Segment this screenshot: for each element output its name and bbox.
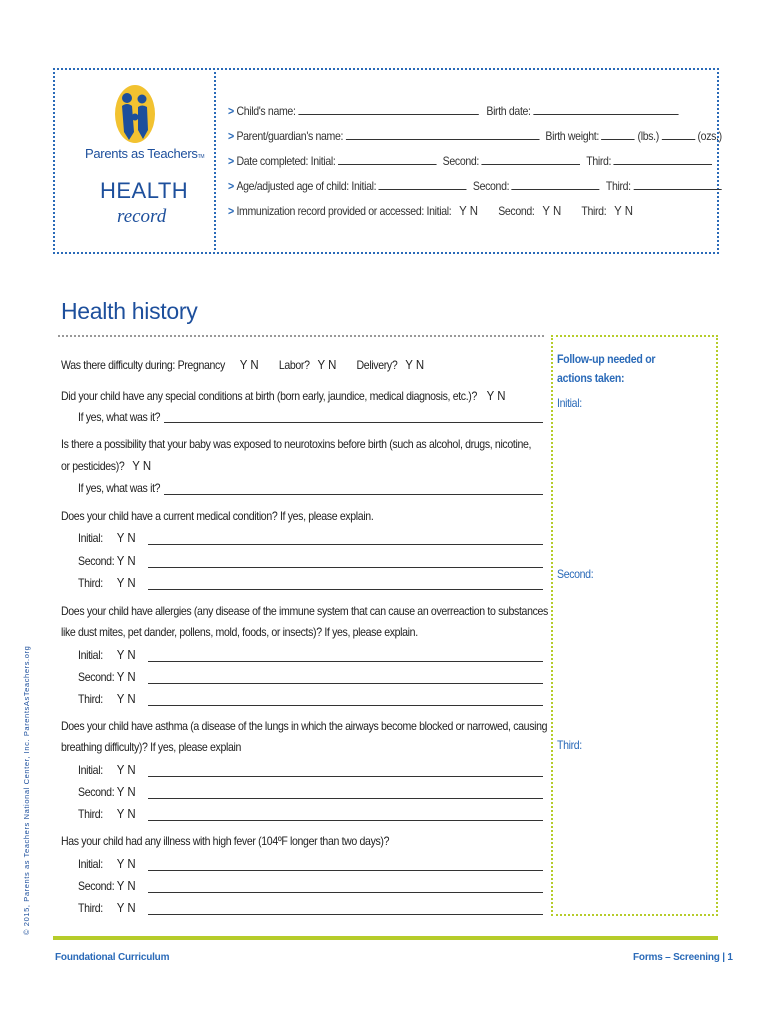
age-initial-field[interactable] <box>379 178 467 190</box>
date-second-field[interactable] <box>482 153 581 165</box>
logo-org-name: Parents as TeachersTM <box>85 146 205 161</box>
labor-yn[interactable]: Y N <box>317 357 337 372</box>
medical-third-field[interactable] <box>148 589 543 590</box>
medical-third-label: Third: Y N <box>78 575 136 590</box>
followup-heading: Follow-up needed or actions taken: <box>557 352 656 385</box>
footer-right: Forms – Screening | 1 <box>633 952 733 963</box>
followup-second-label: Second: <box>557 567 594 581</box>
date-third-field[interactable] <box>614 153 713 165</box>
question-neurotoxins-line1: Is there a possibility that your baby was exposed to neurotoxins before birth (such as alcohol, drugs, nicotine, <box>61 437 532 451</box>
allergies-initial-field[interactable] <box>148 661 543 662</box>
question-asthma-line1: Does your child have asthma (a disease of the lungs in which the airways become blocked or narrowed, causing <box>61 719 548 733</box>
child-name-row: > Child's name: Birth date: <box>228 103 678 119</box>
immunization-third-yn[interactable]: Y N <box>614 203 634 218</box>
immunization-initial-yn[interactable]: Y N <box>459 203 479 218</box>
birth-conditions-field[interactable] <box>164 422 543 423</box>
asthma-second-field[interactable] <box>148 798 543 799</box>
footer-rule <box>53 936 718 940</box>
age-third-field[interactable] <box>633 178 721 190</box>
question-allergies-line2: like dust mites, pet dander, pollens, mold, foods, or insects)? If yes, please explain. <box>61 625 418 639</box>
neurotoxins-yn[interactable]: Y N <box>132 458 152 473</box>
form-subtitle: record <box>117 206 167 227</box>
fever-initial-field[interactable] <box>148 870 543 871</box>
medical-initial-field[interactable] <box>148 544 543 545</box>
footer-left: Foundational Curriculum <box>55 952 170 963</box>
fever-second-label: Second: Y N <box>78 878 136 893</box>
fever-initial-label: Initial: Y N <box>78 856 136 871</box>
allergies-initial-label: Initial: Y N <box>78 647 136 662</box>
question-pregnancy: Was there difficulty during: Pregnancy Y N Labor? Y N Delivery? Y N <box>61 357 425 372</box>
followup-box[interactable] <box>551 335 718 916</box>
fever-second-field[interactable] <box>148 892 543 893</box>
age-row: > Age/adjusted age of child: Initial: Second: Third: <box>228 178 721 194</box>
asthma-third-field[interactable] <box>148 820 543 821</box>
question-high-fever: Has your child had any illness with high fever (104ºF longer than two days)? <box>61 834 390 848</box>
asthma-second-label: Second: Y N <box>78 784 136 799</box>
medical-initial-label: Initial: Y N <box>78 530 136 545</box>
question-birth-conditions: Did your child have any special conditions at birth (born early, jaundice, medical diagnosis, etc.)? Y N <box>61 388 506 403</box>
asthma-initial-label: Initial: Y N <box>78 762 136 777</box>
question-neurotoxins-line2: or pesticides)? Y N <box>61 458 152 473</box>
followup-initial-label: Initial: <box>557 396 582 410</box>
parent-name-field[interactable] <box>346 128 540 140</box>
question-allergies-line1: Does your child have allergies (any disease of the immune system that can cause an overreaction to substances <box>61 604 548 618</box>
age-second-field[interactable] <box>512 178 600 190</box>
allergies-second-label: Second: Y N <box>78 669 136 684</box>
asthma-initial-field[interactable] <box>148 776 543 777</box>
fever-third-label: Third: Y N <box>78 900 136 915</box>
immunization-row: > Immunization record provided or accessed: Initial: Y N Second: Y N Third: Y N <box>228 203 634 218</box>
birth-weight-ozs-field[interactable] <box>661 128 694 140</box>
fever-third-field[interactable] <box>148 914 543 915</box>
followup-third-label: Third: <box>557 738 582 752</box>
medical-second-field[interactable] <box>148 567 543 568</box>
pregnancy-yn[interactable]: Y N <box>239 357 259 372</box>
date-initial-field[interactable] <box>338 153 437 165</box>
neurotoxins-if-yes: If yes, what was it? <box>78 481 161 495</box>
birth-weight-lbs-field[interactable] <box>602 128 635 140</box>
birth-date-field[interactable] <box>533 103 678 115</box>
asthma-third-label: Third: Y N <box>78 806 136 821</box>
title-divider <box>58 335 544 337</box>
copyright-text: © 2015, Parents as Teachers National Center, Inc. ParentsAsTeachers.org <box>22 645 31 935</box>
section-title: Health history <box>61 298 198 324</box>
delivery-yn[interactable]: Y N <box>405 357 425 372</box>
birth-conditions-yn[interactable]: Y N <box>486 388 506 403</box>
child-name-field[interactable] <box>298 103 478 115</box>
date-completed-row: > Date completed: Initial: Second: Third: <box>228 153 712 169</box>
form-title: HEALTH <box>100 178 189 203</box>
allergies-second-field[interactable] <box>148 683 543 684</box>
birth-conditions-if-yes: If yes, what was it? <box>78 410 161 424</box>
neurotoxins-field[interactable] <box>164 494 543 495</box>
medical-second-label: Second: Y N <box>78 553 136 568</box>
header-divider <box>214 72 216 250</box>
question-medical-condition: Does your child have a current medical condition? If yes, please explain. <box>61 509 374 523</box>
parents-as-teachers-logo-icon <box>114 84 156 144</box>
allergies-third-field[interactable] <box>148 705 543 706</box>
allergies-third-label: Third: Y N <box>78 691 136 706</box>
immunization-second-yn[interactable]: Y N <box>542 203 562 218</box>
parent-row: > Parent/guardian's name: Birth weight: (lbs.) (ozs.) <box>228 129 722 143</box>
question-asthma-line2: breathing difficulty)? If yes, please explain <box>61 740 242 754</box>
